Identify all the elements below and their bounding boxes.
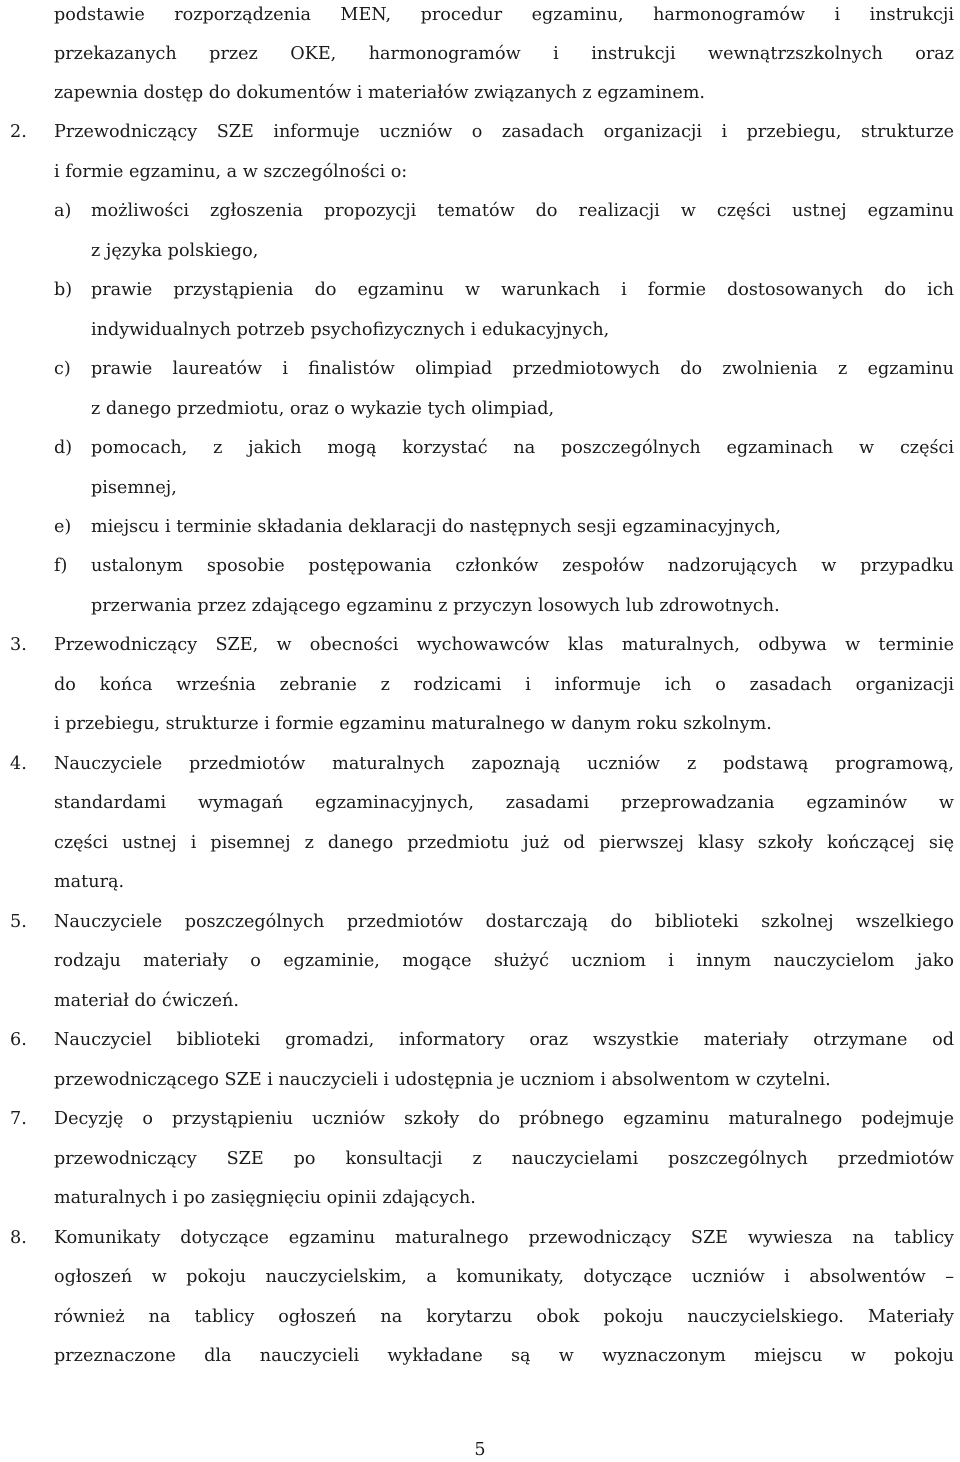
text-line: Nauczyciele poszczególnych przedmiotów dostarczają do biblioteki szkolnej wszelkiego	[54, 912, 954, 932]
text-line: podstawie rozporządzenia MEN, procedur egzaminu, harmonogramów i instrukcji	[54, 5, 954, 25]
text-line: prawie laureatów i finalistów olimpiad przedmiotowych do zwolnienia z egzaminu	[91, 359, 954, 379]
subitem-label: d)	[54, 438, 73, 458]
subitem-label: b)	[54, 280, 73, 300]
text-line: ustalonym sposobie postępowania członków zespołów nadzorujących w przypadku	[91, 556, 954, 576]
text-line: materiał do ćwiczeń.	[54, 991, 239, 1011]
text-line: części ustnej i pisemnej z danego przedmiotu już od pierwszej klasy szkoły kończącej się	[54, 833, 954, 853]
item-number: 6.	[10, 1030, 27, 1050]
text-line: zapewnia dostęp do dokumentów i materiałów związanych z egzaminem.	[54, 83, 706, 103]
item-number: 3.	[10, 635, 27, 655]
text-line: i formie egzaminu, a w szczególności o:	[54, 162, 408, 182]
text-line: do końca września zebranie z rodzicami i informuje ich o zasadach organizacji	[54, 675, 954, 695]
text-line: pisemnej,	[91, 478, 177, 498]
item-number: 7.	[10, 1109, 27, 1129]
item-number: 2.	[10, 122, 27, 142]
text-line: Przewodniczący SZE informuje uczniów o zasadach organizacji i przebiegu, strukturze	[54, 122, 954, 142]
text-line: indywidualnych potrzeb psychofizycznych i edukacyjnych,	[91, 320, 610, 340]
item-number: 4.	[10, 754, 27, 774]
text-line: Komunikaty dotyczące egzaminu maturalnego przewodniczący SZE wywiesza na tablicy	[54, 1228, 954, 1248]
text-line: Nauczyciele przedmiotów maturalnych zapoznają uczniów z podstawą programową,	[54, 754, 954, 774]
text-line: przerwania przez zdającego egzaminu z przyczyn losowych lub zdrowotnych.	[91, 596, 780, 616]
text-line: i przebiegu, strukturze i formie egzaminu maturalnego w danym roku szkolnym.	[54, 714, 772, 734]
text-line: przewodniczącego SZE i nauczycieli i udostępnia je uczniom i absolwentom w czytelni.	[54, 1070, 831, 1090]
text-line: Decyzję o przystąpieniu uczniów szkoły do próbnego egzaminu maturalnego podejmuje	[54, 1109, 954, 1129]
text-line: maturalnych i po zasięgnięciu opinii zdających.	[54, 1188, 476, 1208]
subitem-label: a)	[54, 201, 72, 221]
text-line: przewodniczący SZE po konsultacji z nauczycielami poszczególnych przedmiotów	[54, 1149, 954, 1169]
text-line: standardami wymagań egzaminacyjnych, zasadami przeprowadzania egzaminów w	[54, 793, 954, 813]
text-line: ogłoszeń w pokoju nauczycielskim, a komunikaty, dotyczące uczniów i absolwentów –	[54, 1267, 954, 1287]
text-line: Przewodniczący SZE, w obecności wychowawców klas maturalnych, odbywa w terminie	[54, 635, 954, 655]
text-line: również na tablicy ogłoszeń na korytarzu obok pokoju nauczycielskiego. Materiały	[54, 1307, 954, 1327]
text-line: przeznaczone dla nauczycieli wykładane są w wyznaczonym miejscu w pokoju	[54, 1346, 954, 1366]
text-line: prawie przystąpienia do egzaminu w warunkach i formie dostosowanych do ich	[91, 280, 954, 300]
text-line: z danego przedmiotu, oraz o wykazie tych olimpiad,	[91, 399, 555, 419]
text-line: Nauczyciel biblioteki gromadzi, informatory oraz wszystkie materiały otrzymane od	[54, 1030, 954, 1050]
subitem-label: e)	[54, 517, 72, 537]
item-number: 8.	[10, 1228, 27, 1248]
text-line: maturą.	[54, 872, 125, 892]
text-line: rodzaju materiały o egzaminie, mogące służyć uczniom i innym nauczycielom jako	[54, 951, 954, 971]
text-line: pomocach, z jakich mogą korzystać na poszczególnych egzaminach w części	[91, 438, 954, 458]
text-line: przekazanych przez OKE, harmonogramów i instrukcji wewnątrzszkolnych oraz	[54, 44, 954, 64]
subitem-label: f)	[54, 556, 68, 576]
text-line: możliwości zgłoszenia propozycji tematów do realizacji w części ustnej egzaminu	[91, 201, 954, 221]
item-number: 5.	[10, 912, 27, 932]
text-line: miejscu i terminie składania deklaracji do następnych sesji egzaminacyjnych,	[91, 517, 782, 537]
text-line: z języka polskiego,	[91, 241, 259, 261]
subitem-label: c)	[54, 359, 71, 379]
page-number: 5	[474, 1440, 486, 1460]
